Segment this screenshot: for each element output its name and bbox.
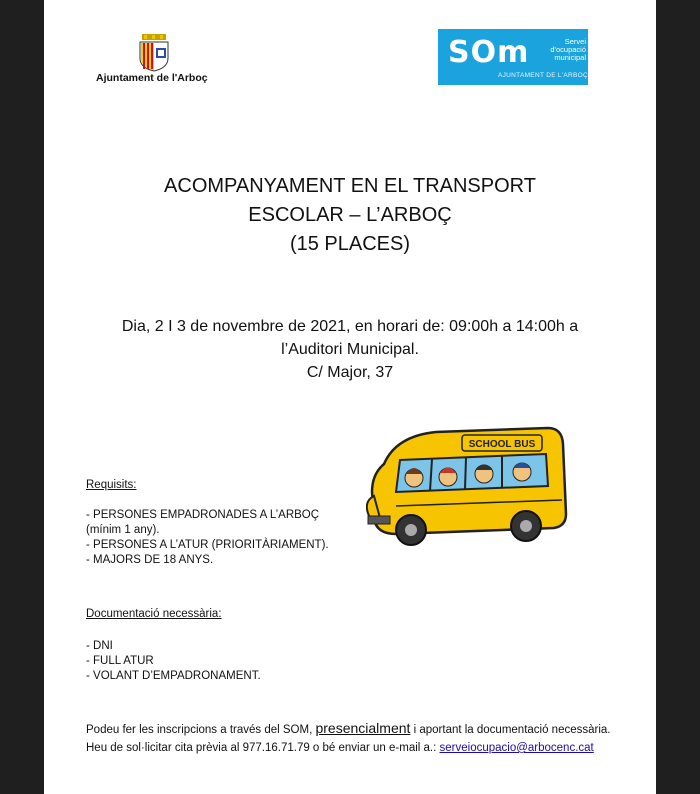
ajuntament-logo (96, 32, 216, 88)
title-line-2: ESCOLAR – L’ARBOÇ (248, 204, 452, 226)
documentation-heading: Documentació necessària: (86, 608, 222, 620)
school-bus-illustration (366, 422, 572, 558)
coat-of-arms-icon (136, 34, 172, 72)
title-line-1: ACOMPANYAMENT EN EL TRANSPORT (164, 175, 536, 197)
documentation-section (86, 607, 261, 684)
requirement-item: - PERSONES A L’ATUR (PRIORITÀRIAMENT). (86, 539, 329, 551)
date-line-3: C/ Major, 37 (306, 364, 394, 381)
org-name: Ajuntament de l'Arboç (96, 72, 208, 84)
title-line-3: (15 PLACES) (289, 233, 411, 255)
som-logo-text: SOm (448, 35, 530, 70)
documentation-item: - DNI (86, 640, 113, 652)
date-line-1: Dia, 2 I 3 de novembre de 2021, en horari de: 09:00h a 14:00h a (121, 318, 579, 335)
page-title (84, 172, 616, 259)
requirements-section (86, 478, 329, 568)
document-page (44, 0, 656, 794)
documentation-item: - FULL ATUR (86, 655, 154, 667)
som-subtitle-2: AJUNTAMENT DE L'ARBOÇ (498, 72, 589, 79)
requirements-heading: Requisits: (86, 479, 137, 491)
footer-emphasis: presencialment (315, 720, 411, 736)
date-info (74, 315, 626, 384)
requirement-item: (mínim 1 any). (86, 524, 160, 536)
footer-text-2: i aportant la documentació necessària. Heu de sol·licitar cita prèvia al 977.16.71.79 o bé enviar un e-mail a.: (86, 724, 611, 754)
footer-paragraph (86, 719, 626, 757)
documentation-item: - VOLANT D’EMPADRONAMENT. (86, 670, 261, 682)
school-bus-sign: SCHOOL BUS (468, 439, 536, 450)
requirement-item: - PERSONES EMPADRONADES A L’ARBOÇ (86, 509, 320, 521)
som-logo (438, 29, 588, 85)
footer-text-1: Podeu fer les inscripcions a través del SOM, (86, 724, 316, 736)
requirement-item: - MAJORS DE 18 ANYS. (86, 554, 214, 566)
date-line-2: l’Auditori Municipal. (281, 341, 419, 358)
som-subtitle: Servei d'ocupació municipal (550, 37, 586, 62)
email-link[interactable]: serveiocupacio@arbocenc.cat (439, 742, 594, 754)
